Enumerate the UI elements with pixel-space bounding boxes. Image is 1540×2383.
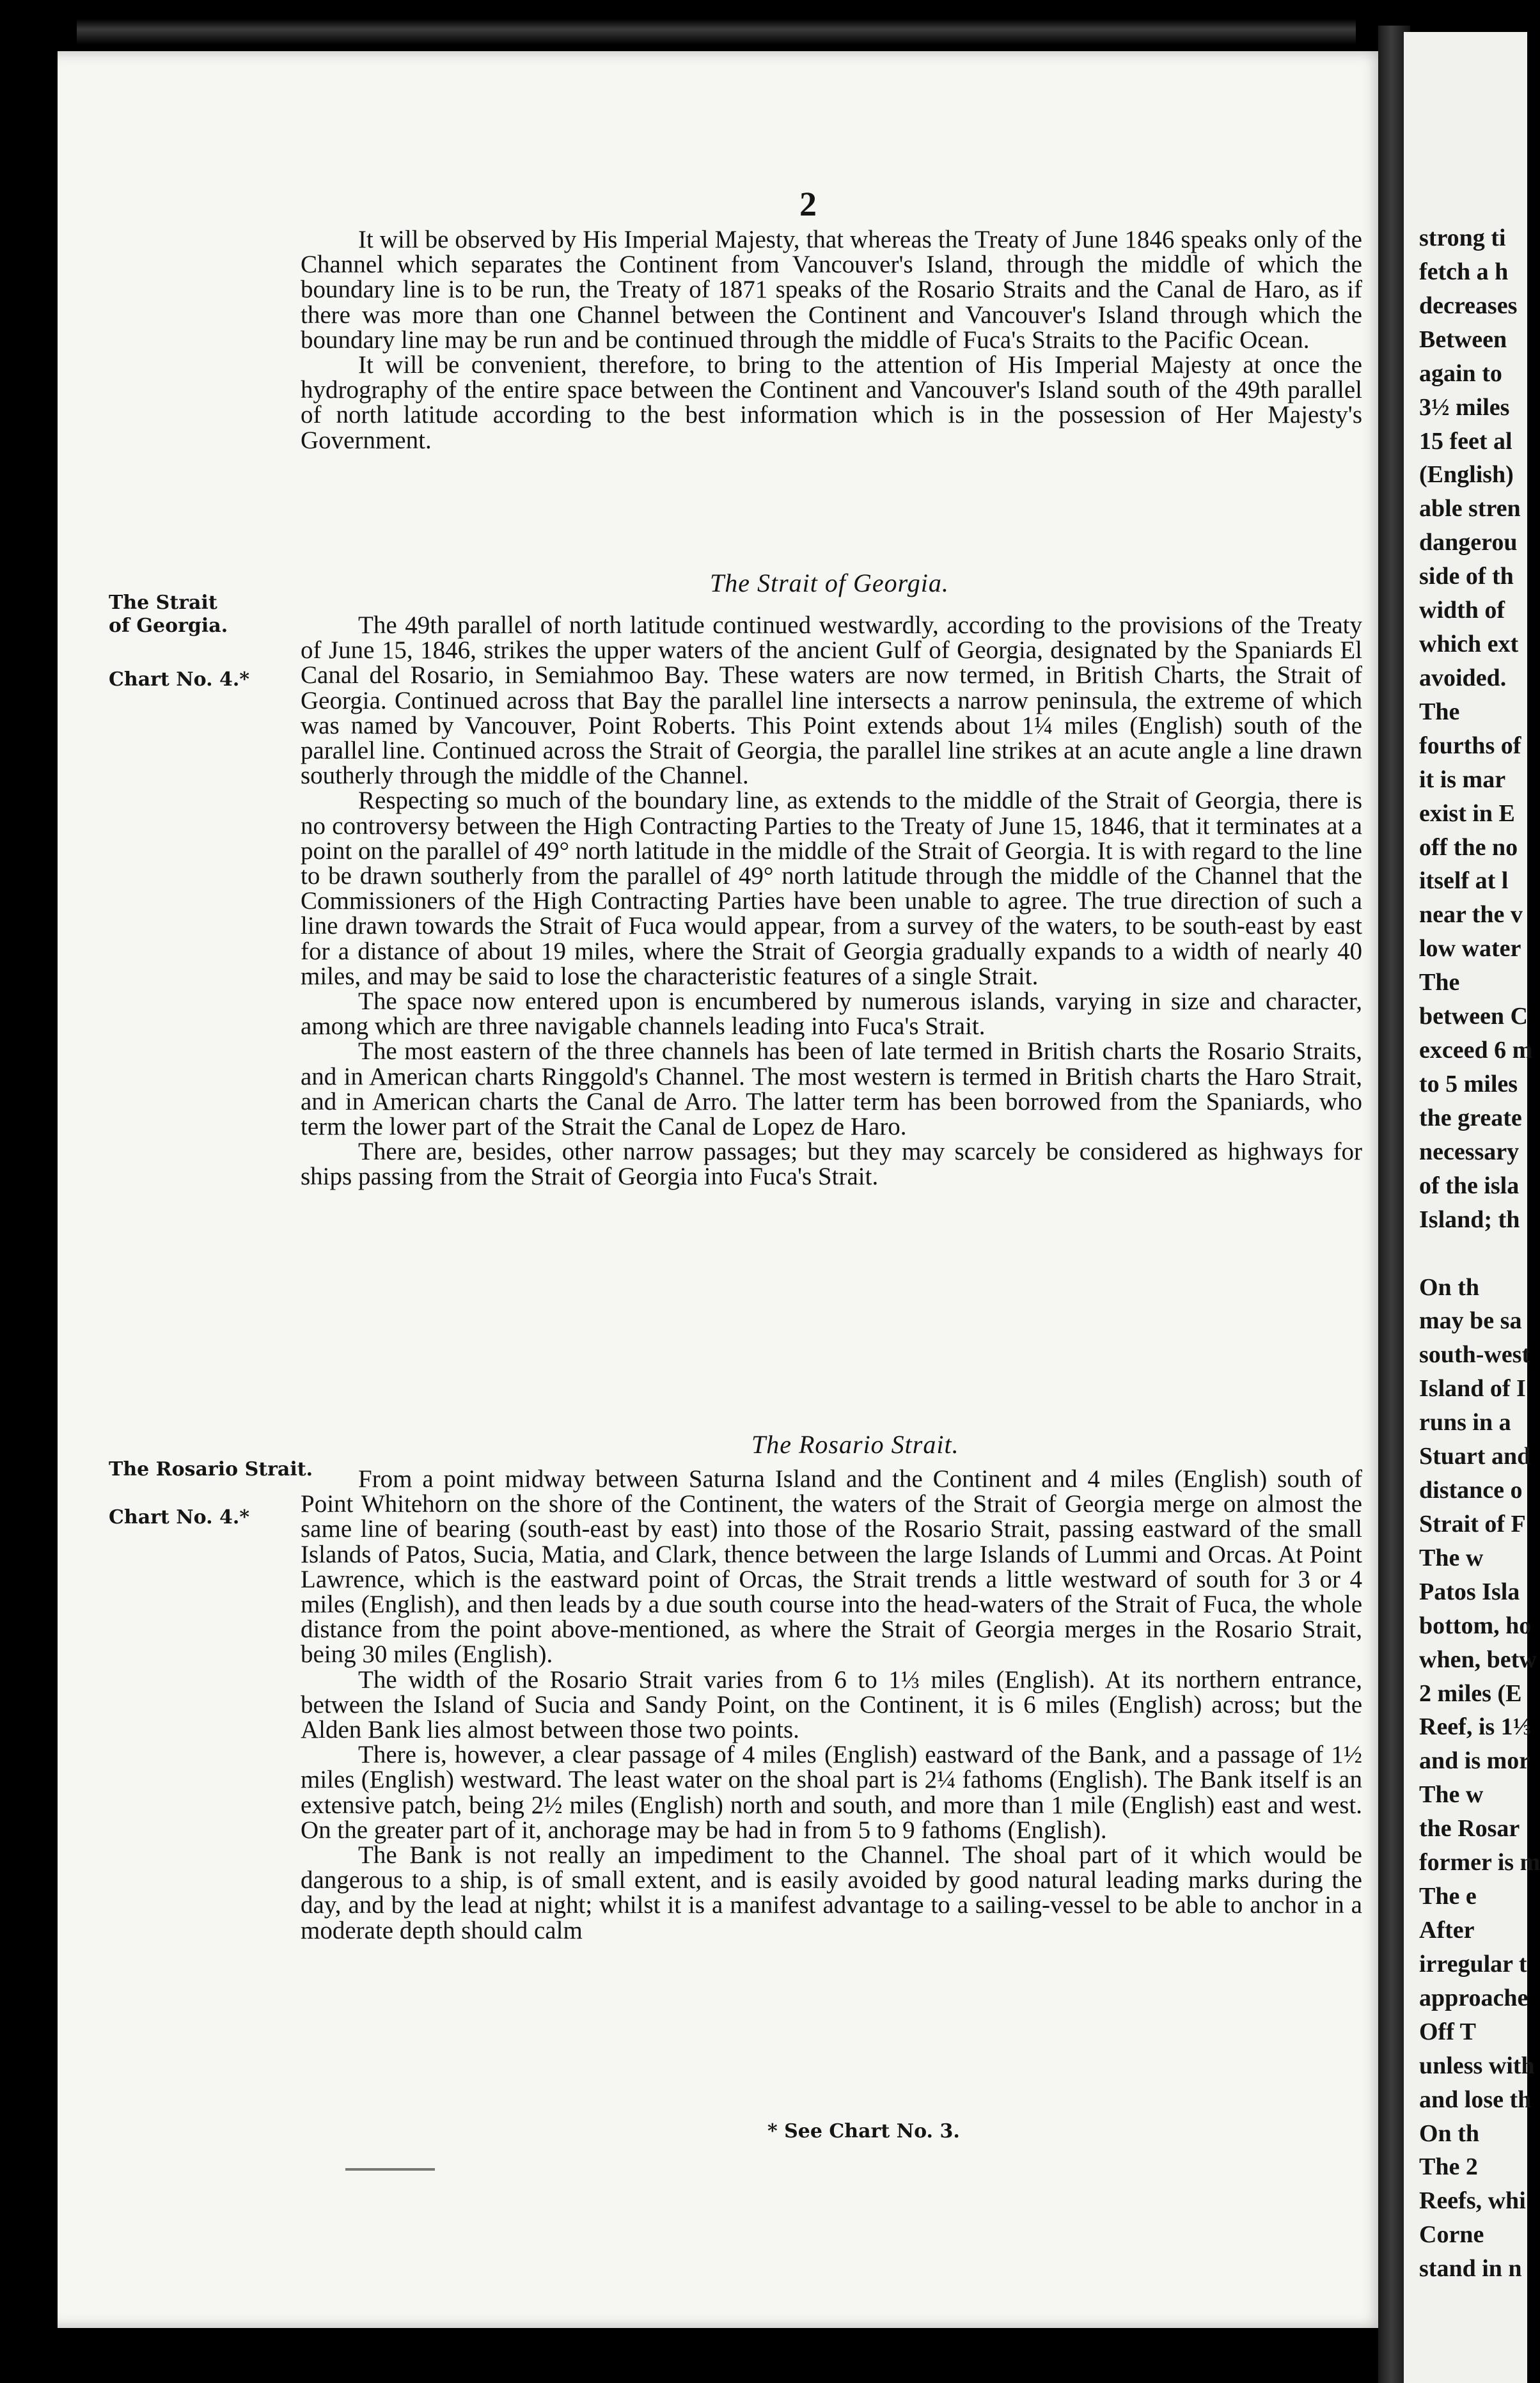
paragraph: The space now entered upon is encumbered by numerous islands, varying in size and character, among which are three navigable channels leading into Fuca's Strait. [301, 987, 1362, 1041]
ink-mark [345, 2168, 435, 2171]
facing-page-line: On th [1419, 1273, 1479, 1301]
rosario-text [301, 1467, 1362, 1943]
paragraph: Respecting so much of the boundary line, as extends to the middle of the Strait of Georgia, there is no controversy between the High Contracting Parties to the Treaty of June 15, 1846, that it terminates at a point on the parallel of 49° north latitude in the middle of the Strait of Georgia. It is with regard to the line to be drawn southerly from the parallel of 49° north latitude through the middle of the Channel that the Commissioners of the High Contracting Parties have been unable to agree. The true direction of such a line drawn towards the Strait of Fuca would appear, from a survey of the waters, to be south-east by east for a distance of about 19 miles, where the Strait of Georgia gradually expands to a width of nearly 40 miles, and may be said to lose the characteristic features of a single Strait. [301, 787, 1362, 990]
facing-page-line: itself at l [1419, 867, 1509, 895]
facing-page-line: On th [1419, 2120, 1479, 2147]
georgia-text [301, 613, 1362, 1190]
facing-page-line: 3½ miles [1419, 393, 1510, 421]
facing-page-line: Off T [1419, 2018, 1477, 2045]
facing-page-line: when, betw [1419, 1646, 1537, 1673]
intro-text [301, 227, 1362, 453]
paragraph: From a point midway between Saturna Island and the Continent and 4 miles (English) south of Point Whitehorn on the shore of the Continent, the waters of the Strait of Georgia merge on almost the same line of bearing (south-east by east) into those of the Rosario Strait, passing eastward of the small Islands of Patos, Sucia, Matia, and Clark, thence between the large Islands of Lummi and Orcas. At Point Lawrence, which is the eastward point of Orcas, the Strait trends a little westward of south for 3 or 4 miles (English), and then leads by a due south course into the head-waters of the Strait of Fuca, the whole distance from the point above-mentioned, as where the Strait of Georgia merges in the Rosario Strait, being 30 miles (English). [301, 1465, 1362, 1669]
facing-page-line: which ext [1419, 631, 1519, 658]
facing-page-line: Strait of F [1419, 1510, 1526, 1538]
facing-page-line: off the no [1419, 833, 1518, 861]
facing-page-line: The 2 [1419, 2153, 1478, 2181]
paragraph: There are, besides, other narrow passages; but they may scarcely be considered as highways for ships passing from the Strait of Georgia into Fuca's Strait. [301, 1138, 1362, 1191]
facing-page-line: dangerou [1419, 529, 1518, 556]
facing-page-line: between C [1419, 1003, 1528, 1030]
paragraph: It will be observed by His Imperial Majesty, that whereas the Treaty of June 1846 speaks only of the Channel which separates the Continent from Vancouver's Island, through the middle of which the boundary line is to be run, the Treaty of 1871 speaks of the Rosario Straits and the Canal de Haro, as if there was more than one Channel between the Continent and Vancouver's Island through which the boundary line may be run and be continued through the middle of Fuca's Straits to the Pacific Ocean. [301, 226, 1362, 354]
facing-page-line: near the v [1419, 901, 1523, 929]
margin-title-rosario: The Rosario Strait. [109, 1458, 313, 1481]
facing-page-line: avoided. [1419, 664, 1507, 691]
facing-page-line: bottom, ho [1419, 1612, 1532, 1639]
top-edge-shadow [77, 19, 1356, 45]
facing-page-line: width of [1419, 597, 1505, 624]
facing-page [1404, 32, 1540, 2383]
page-number: 2 [799, 185, 817, 223]
facing-page-line: stand in n [1419, 2255, 1522, 2283]
facing-page-line: low water [1419, 935, 1521, 963]
facing-page-line: Reef, is 1⅓ [1419, 1713, 1532, 1741]
facing-page-line: the greate [1419, 1104, 1522, 1131]
margin-title-georgia: The Strait of Georgia. [109, 592, 228, 637]
facing-page-line: The e [1419, 1883, 1477, 1910]
paragraph: The 49th parallel of north latitude continued westwardly, according to the provisions of the Treaty of June 15, 1846, strikes the upper waters of the ancient Gulf of Georgia, designated by the Spaniards El Canal del Rosario, in Semiahmoo Bay. These waters are now termed, in British Charts, the Strait of Georgia. Continued across that Bay the parallel line intersects a narrow peninsula, the extreme of which was named by Vancouver, Point Roberts. This Point extends about 1¼ miles (English) south of the parallel line. Continued across the Strait of Georgia, the parallel line strikes at an acute angle a line drawn southerly through the middle of the Channel. [301, 611, 1362, 790]
facing-page-line: again to [1419, 359, 1502, 387]
facing-page-line: Between [1419, 326, 1507, 353]
facing-page-line: 15 feet al [1419, 427, 1512, 455]
facing-page-line: south-west [1419, 1341, 1530, 1369]
facing-page-line: unless with [1419, 2052, 1535, 2079]
section-heading-rosario: The Rosario Strait. [751, 1430, 959, 1459]
facing-page-line: of the isla [1419, 1172, 1520, 1199]
facing-page-line: and lose th [1419, 2086, 1532, 2113]
facing-page-line: exceed 6 m [1419, 1037, 1533, 1064]
facing-page-line: The w [1419, 1781, 1484, 1809]
facing-page-line: may be sa [1419, 1307, 1522, 1335]
facing-page-line: decreases [1419, 292, 1518, 319]
facing-page-line: side of th [1419, 563, 1514, 590]
facing-page-line: Island of I [1419, 1375, 1526, 1403]
facing-page-line: fetch a h [1419, 258, 1509, 285]
facing-page-line: Stuart and [1419, 1443, 1531, 1470]
facing-page-line: to 5 miles [1419, 1071, 1518, 1097]
facing-page-line: The [1419, 698, 1460, 725]
facing-page-line: runs in a [1419, 1409, 1511, 1436]
facing-page-line: necessary [1419, 1138, 1520, 1165]
facing-page-line: After [1419, 1917, 1475, 1944]
footnote: * See Chart No. 3. [767, 2120, 960, 2143]
facing-page-line: (English) [1419, 461, 1514, 489]
facing-page-line: able stren [1419, 495, 1521, 523]
paragraph: There is, however, a clear passage of 4 miles (English) eastward of the Bank, and a passage of 1½ miles (English) westward. The least water on the shoal part is 2¼ fathoms (English). The Bank itself is an extensive patch, being 2½ miles (English) north and south, and more than 1 mile (English) east and west. On the greater part of it, anchorage may be had in from 5 to 9 fathoms (English). [301, 1741, 1362, 1844]
facing-page-line: and is mor [1419, 1747, 1530, 1775]
facing-page-line: The [1419, 969, 1460, 996]
paragraph: The most eastern of the three channels has been of late termed in British charts the Rosario Straits, and in American charts Ringgold's Channel. The most western is termed in British charts the Haro Strait, and in American charts the Canal de Arro. The latter term has been borrowed from the Spaniards, who term the lower part of the Strait the Canal de Lopez de Haro. [301, 1037, 1362, 1141]
facing-page-line: Island; th [1419, 1206, 1520, 1233]
facing-page-line: the Rosar [1419, 1815, 1520, 1843]
facing-page-line: Corne [1419, 2221, 1484, 2249]
facing-page-line: irregular t [1419, 1950, 1527, 1978]
facing-page-line: strong ti [1419, 224, 1506, 251]
facing-page-line: it is mar [1419, 766, 1506, 793]
margin-chart-georgia: Chart No. 4.* [109, 668, 250, 691]
facing-page-line: Patos Isla [1419, 1578, 1520, 1605]
margin-chart-rosario: Chart No. 4.* [109, 1506, 250, 1529]
paragraph: The width of the Rosario Strait varies from 6 to 1⅓ miles (English). At its northern entrance, between the Island of Sucia and Sandy Point, on the Continent, it is 6 miles (English) across; but the Alden Bank lies almost between those two points. [301, 1665, 1362, 1744]
facing-page-line: exist in E [1419, 799, 1515, 827]
facing-page-line: 2 miles (E [1419, 1679, 1522, 1707]
facing-page-line: The w [1419, 1544, 1484, 1571]
facing-page-line: approache [1419, 1984, 1528, 2011]
paragraph: The Bank is not really an impediment to the Channel. The shoal part of it which would be dangerous to a ship, is of small extent, and is easily avoided by good natural leading marks during the day, and by the lead at night; whilst it is a manifest advantage to a sailing-vessel to be able to anchor in a moderate depth should calm [301, 1841, 1362, 1944]
facing-page-line: distance o [1419, 1477, 1523, 1504]
facing-page-line: fourths of [1419, 732, 1521, 759]
facing-page-line: Reefs, whi [1419, 2187, 1526, 2215]
paragraph: It will be convenient, therefore, to bring to the attention of His Imperial Majesty at once the hydrography of the entire space between the Continent and Vancouver's Island south of the 49th parallel of north latitude according to the best information which is in the possession of Her Majesty's Government. [301, 351, 1362, 454]
section-heading-georgia: The Strait of Georgia. [710, 569, 949, 597]
facing-page-line: former is m [1419, 1849, 1540, 1876]
